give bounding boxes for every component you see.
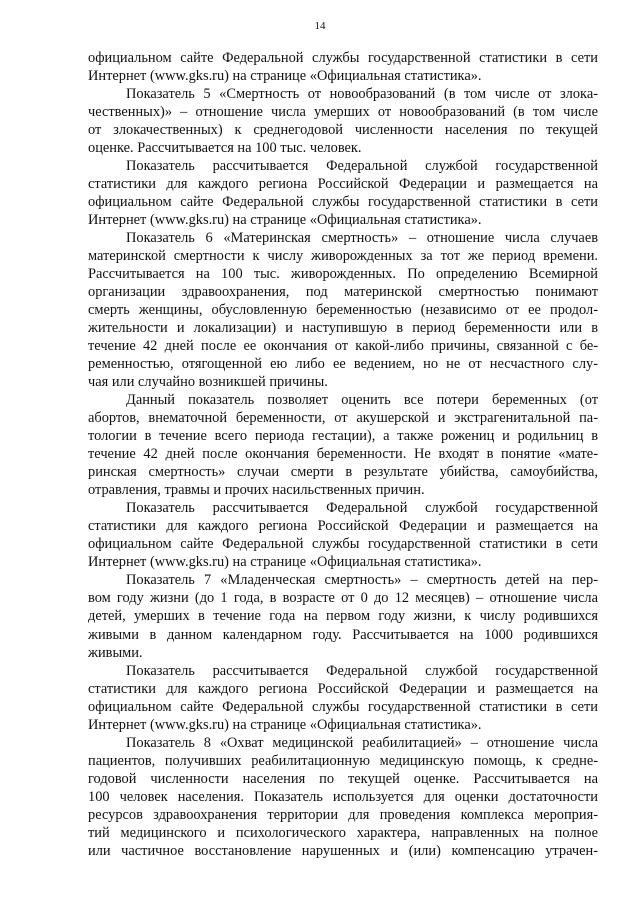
text-line: чественных)» – отношение числа умерших от новообразований (в том числе	[88, 104, 598, 121]
text-line: или частичное восстановление нарушенных и (или) компенсацию утрачен-	[88, 842, 598, 859]
text-line: жительности и локализации) и наступившую в период беременности или в	[88, 320, 598, 337]
text-line: течение 42 дней после окончания беременности. Не входят в понятие «мате-	[88, 446, 598, 463]
text-line: пациентов, получивших реабилитационную медицинскую помощь, к средне-	[88, 752, 598, 769]
text-line: Показатель 7 «Младенческая смертность» – смертность детей на пер-	[126, 572, 598, 589]
text-line: Показатель рассчитывается Федеральной службой государственной	[126, 500, 598, 517]
text-line: официальном сайте Федеральной службы государственной статистики в сети	[88, 194, 598, 211]
text-line: 100 человек населения. Показатель используется для оценки достаточности	[88, 788, 598, 805]
text-line: тий медицинского и психологического характера, направленных на полное	[88, 824, 598, 841]
text-line: Данный показатель позволяет оценить все потери беременных (от	[126, 392, 598, 409]
text-line: материнской смертности к числу живорожденных за тот же период времени.	[88, 248, 598, 265]
text-line: оценке. Рассчитывается на 100 тыс. человек.	[88, 140, 362, 157]
text-line: статистики для каждого региона Российской Федерации и размещается на	[88, 176, 598, 193]
text-line: вом году жизни (до 1 года, в возрасте от 0 до 12 месяцев) – отношение числа	[88, 590, 598, 607]
text-line: Интернет (www.gks.ru) на странице «Официальная статистика».	[88, 212, 482, 229]
text-line: статистики для каждого региона Российской Федерации и размещается на	[88, 680, 598, 697]
text-line: живыми.	[88, 644, 143, 661]
page-number: 14	[314, 20, 326, 32]
text-line: официальном сайте Федеральной службы государственной статистики в сети	[88, 536, 598, 553]
text-line: детей, умерших в течение года на первом году жизни, к числу родившихся	[88, 608, 598, 625]
text-line: Рассчитывается на 100 тыс. живорожденных. По определению Всемирной	[88, 266, 598, 283]
text-line: абортов, внематочной беременности, от акушерской и экстрагенитальной па-	[88, 410, 598, 427]
text-line: ресурсов здравоохранения территории для проведения комплекса мероприя-	[88, 806, 598, 823]
text-line: Интернет (www.gks.ru) на странице «Официальная статистика».	[88, 68, 482, 85]
text-line: от злокачественных) к среднегодовой численности населения по текущей	[88, 122, 598, 139]
text-line: чая или случайно возникшей причины.	[88, 374, 328, 391]
text-line: тологии в течение всего периода гестации), а также рожениц и родильниц в	[88, 428, 598, 445]
text-line: официальном сайте Федеральной службы государственной статистики в сети	[88, 50, 598, 66]
text-line: Показатель 6 «Материнская смертность» – отношение числа случаев	[126, 230, 598, 247]
text-line: течение 42 дней после ее окончания от какой-либо причины, связанной с бе-	[88, 338, 598, 355]
text-line: Интернет (www.gks.ru) на странице «Официальная статистика».	[88, 716, 482, 733]
text-line: организации здравоохранения, под материнской смертностью понимают	[88, 284, 598, 301]
text-line: отравления, травмы и прочих насильственных причин.	[88, 482, 425, 499]
text-line: ременностью, отягощенной ею либо ее ведением, но не от несчастного слу-	[88, 356, 598, 373]
text-line: ринская смертность» случаи смерти в результате убийства, самоубийства,	[88, 464, 598, 481]
text-line: живыми в данном календарном году. Рассчитывается на 1000 родившихся	[88, 626, 598, 643]
text-line: годовой численности населения по текущей оценке. Рассчитывается на	[88, 770, 598, 787]
text-line: Показатель рассчитывается Федеральной службой государственной	[126, 662, 598, 679]
text-line: Показатель рассчитывается Федеральной службой государственной	[126, 158, 598, 175]
document-body	[88, 49, 598, 860]
text-line: смерть женщины, обусловленную беременностью (независимо от ее продол-	[88, 302, 598, 319]
text-line: официальном сайте Федеральной службы государственной статистики в сети	[88, 698, 598, 715]
text-line: статистики для каждого региона Российской Федерации и размещается на	[88, 518, 598, 535]
text-line: Показатель 5 «Смертность от новообразований (в том числе от злока-	[126, 86, 598, 103]
text-line: Интернет (www.gks.ru) на странице «Официальная статистика».	[88, 554, 482, 571]
text-line: Показатель 8 «Охват медицинской реабилитацией» – отношение числа	[126, 734, 598, 751]
